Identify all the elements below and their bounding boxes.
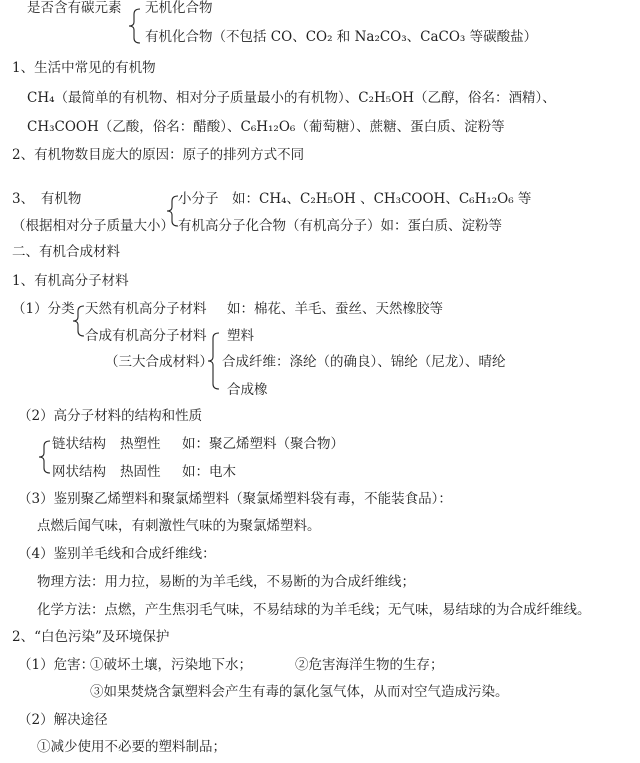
small-molecule-text: 小分子 如：CH₄、C₂H₅OH 、CH₃COOH、C₆H₁₂O₆ 等 [178,191,532,207]
brace [72,305,86,337]
brace [38,440,52,474]
heading-3: 3、 有机物 [12,191,82,207]
network-example: 如：电木 [182,464,236,480]
basis-text: （根据相对分子质量大小） [12,218,174,234]
structure-heading: （2）高分子材料的结构和性质 [18,408,203,424]
heading-1: 1、生活中常见的有机物 [12,60,156,76]
common-organics-line1: CH₄（最简单的有机物、相对分子质量最小的有机物）、C₂H₅OH（乙醇，俗名：酒精）、 [27,90,556,106]
q3-text: （3）鉴别聚乙烯塑料和聚氯烯塑料（聚氯烯塑料袋有毒，不能装食品）： [18,491,452,507]
heading-2: 2、有机物数目庞大的原因：原子的排列方式不同 [12,147,305,163]
natural-polymer: 天然有机高分子材料 [85,301,207,317]
q4-text: （4）鉴别羊毛线和合成纤维线： [18,546,216,562]
three-synthetic-label: （三大合成材料） [105,354,213,370]
q4-chemical: 化学方法：点燃，产生焦羽毛气味，不易结球的为羊毛线；无气味，易结球的为合成纤维线。 [37,602,591,618]
criterion-text: 是否含有碳元素 [27,0,122,16]
plastic-text: 塑料 [227,328,254,344]
inorganic-text: 无机化合物 [145,0,213,16]
rubber-text: 合成橡 [227,382,268,398]
solution-1: ①减少使用不必要的塑料制品； [37,739,226,755]
fiber-text: 合成纤维：涤纶（的确良）、锦纶（尼龙）、晴纶 [222,354,506,370]
network-structure: 网状结构 [52,464,106,480]
macromolecule-text: 有机高分子化合物（有机高分子）如：蛋白质、淀粉等 [178,218,502,234]
harm-2: ②危害海洋生物的生存； [295,657,444,673]
q4-physical: 物理方法：用力拉，易断的为羊毛线，不易断的为合成纤维线； [37,574,415,590]
polymer-heading: 1、有机高分子材料 [12,273,129,289]
harm-label: （1）危害： [18,657,95,673]
common-organics-line2: CH₃COOH（乙酸，俗名：醋酸）、C₆H₁₂O₆（葡萄糖）、蔗糖、蛋白质、淀粉等 [27,119,505,135]
harm-3: ③如果焚烧含氯塑料会产生有毒的氯化氢气体，从而对空气造成污染。 [90,684,509,700]
harm-1: ①破坏土壤，污染地下水； [90,657,252,673]
natural-polymer-examples: 如：棉花、羊毛、蚕丝、天然橡胶等 [227,301,443,317]
pollution-heading: 2、“白色污染”及环境保护 [12,629,170,645]
q3-answer: 点燃后闻气味，有刺激性气味的为聚氯烯塑料。 [37,518,321,534]
classify-label: （1）分类 [12,301,75,317]
brace [128,8,142,44]
thermoplastic: 热塑性 [120,436,161,452]
synthetic-polymer: 合成有机高分子材料 [85,328,207,344]
solution-heading: （2）解决途径 [18,712,108,728]
thermoset: 热固性 [120,464,161,480]
organic-text: 有机化合物（不包括 CO、CO₂ 和 Na₂CO₃、CaCO₃ 等碳酸盐） [145,29,538,45]
chain-example: 如：聚乙烯塑料（聚合物） [182,436,344,452]
chain-structure: 链状结构 [52,436,106,452]
part2-heading: 二、有机合成材料 [12,244,120,260]
